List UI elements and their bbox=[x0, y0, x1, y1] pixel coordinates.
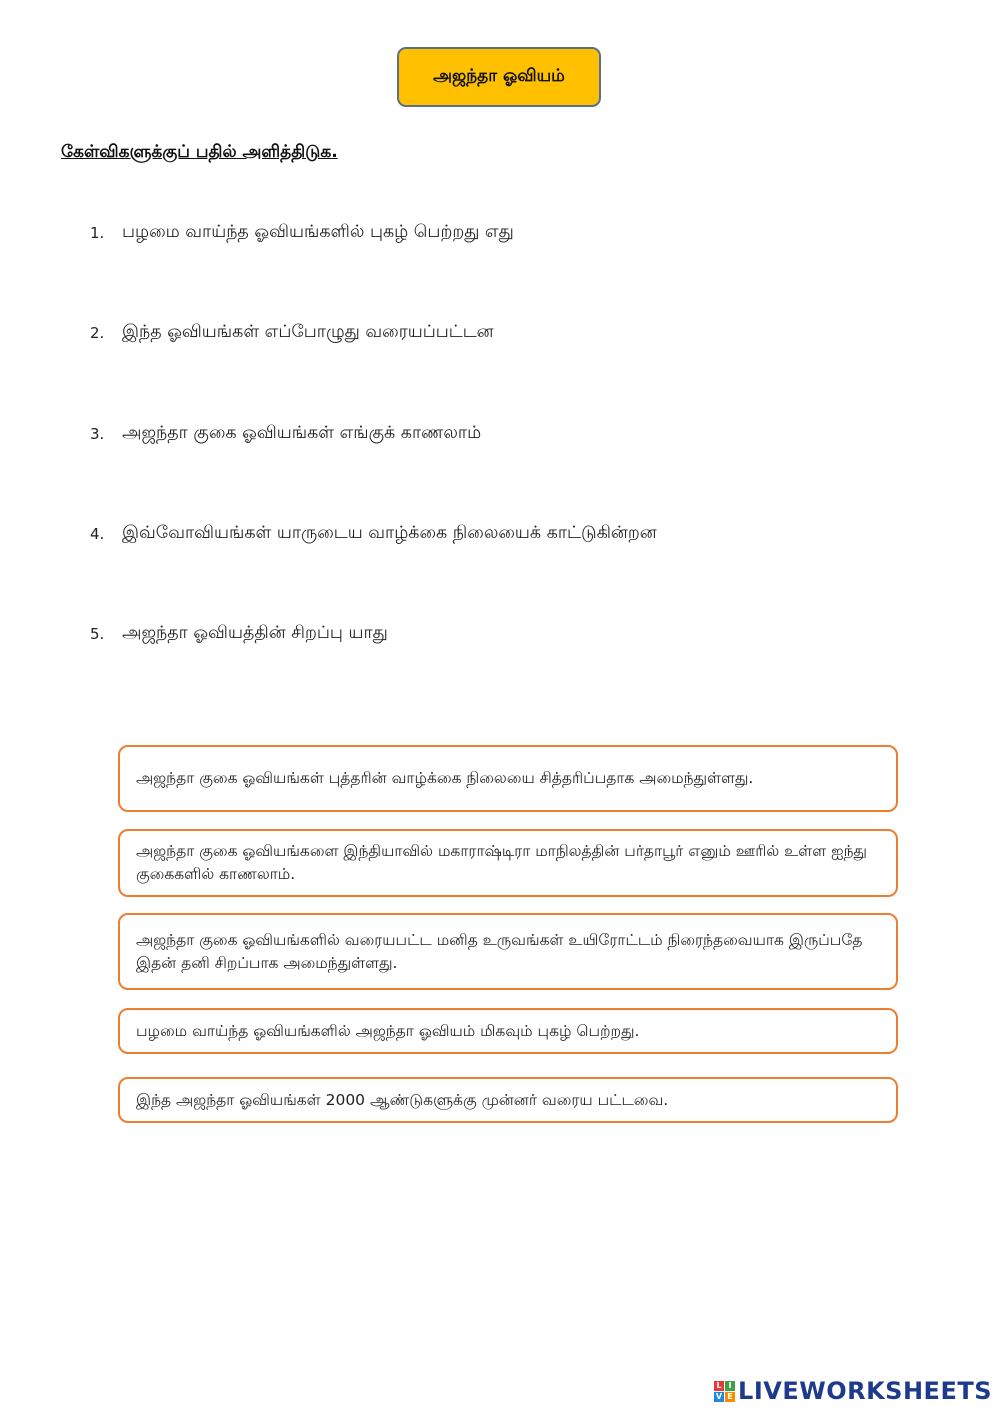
answer-card-1[interactable] bbox=[118, 745, 898, 812]
question-number: 4. bbox=[90, 525, 105, 543]
answer-text: அஜந்தா குகை ஓவியங்களை இந்தியாவில் மகாராஷ்டிரா மாநிலத்தின் பர்தாபூர் எனும் ஊரில் உள்ள ஐந்து குகைகளில் காணலாம். bbox=[136, 842, 867, 883]
answer-text: பழமை வாய்ந்த ஓவியங்களில் அஜந்தா ஓவியம் மிகவும் புகழ் பெற்றது. bbox=[136, 1021, 640, 1040]
answer-text: அஜந்தா குகை ஓவியங்களில் வரையபட்ட மனித உருவங்கள் உயிரோட்டம் நிரைந்தவையாக இருப்பதே இதன் தனி சிறப்பாக அமைந்துள்ளது. bbox=[136, 930, 863, 972]
question-3 bbox=[90, 423, 481, 445]
question-number: 5. bbox=[90, 625, 105, 643]
question-2 bbox=[90, 322, 494, 344]
worksheet-title: அஜந்தா ஓவியம் bbox=[397, 47, 601, 107]
question-4 bbox=[90, 523, 657, 545]
question-text: அஜந்தா குகை ஓவியங்கள் எங்குக் காணலாம் bbox=[122, 423, 482, 443]
logo-letter: L bbox=[714, 1381, 724, 1391]
answer-card-2[interactable] bbox=[118, 829, 898, 897]
instruction-heading: கேள்விகளுக்குப் பதில் அளித்திடுக. bbox=[61, 142, 338, 162]
answer-card-5[interactable] bbox=[118, 1077, 898, 1123]
answer-text: அஜந்தா குகை ஓவியங்கள் புத்தரின் வாழ்க்கை நிலையை சித்தரிப்பதாக அமைந்துள்ளது. bbox=[136, 769, 754, 787]
brand-name: LIVEWORKSHEETS bbox=[738, 1377, 992, 1405]
logo-letter: I bbox=[725, 1381, 735, 1391]
question-number: 1. bbox=[90, 224, 105, 242]
answer-card-3[interactable] bbox=[118, 913, 898, 990]
question-text: பழமை வாய்ந்த ஓவியங்களில் புகழ் பெற்றது எது bbox=[122, 222, 514, 242]
liveworksheets-brand bbox=[714, 1377, 992, 1405]
logo-letter: E bbox=[725, 1392, 735, 1402]
question-5 bbox=[90, 623, 388, 645]
liveworksheets-logo-icon bbox=[714, 1381, 735, 1402]
answer-text: இந்த அஜந்தா ஓவியங்கள் 2000 ஆண்டுகளுக்கு முன்னர் வரைய பட்டவை. bbox=[136, 1090, 669, 1109]
question-1 bbox=[90, 222, 514, 244]
logo-letter: V bbox=[715, 1391, 723, 1401]
question-text: இவ்வோவியங்கள் யாருடைய வாழ்க்கை நிலையைக் காட்டுகின்றன bbox=[122, 523, 657, 543]
question-number: 3. bbox=[90, 425, 105, 443]
question-text: இந்த ஓவியங்கள் எப்போழுது வரையப்பட்டன bbox=[122, 322, 494, 342]
question-text: அஜந்தா ஓவியத்தின் சிறப்பு யாது bbox=[122, 623, 388, 643]
question-number: 2. bbox=[90, 324, 105, 342]
answer-card-4[interactable] bbox=[118, 1008, 898, 1054]
